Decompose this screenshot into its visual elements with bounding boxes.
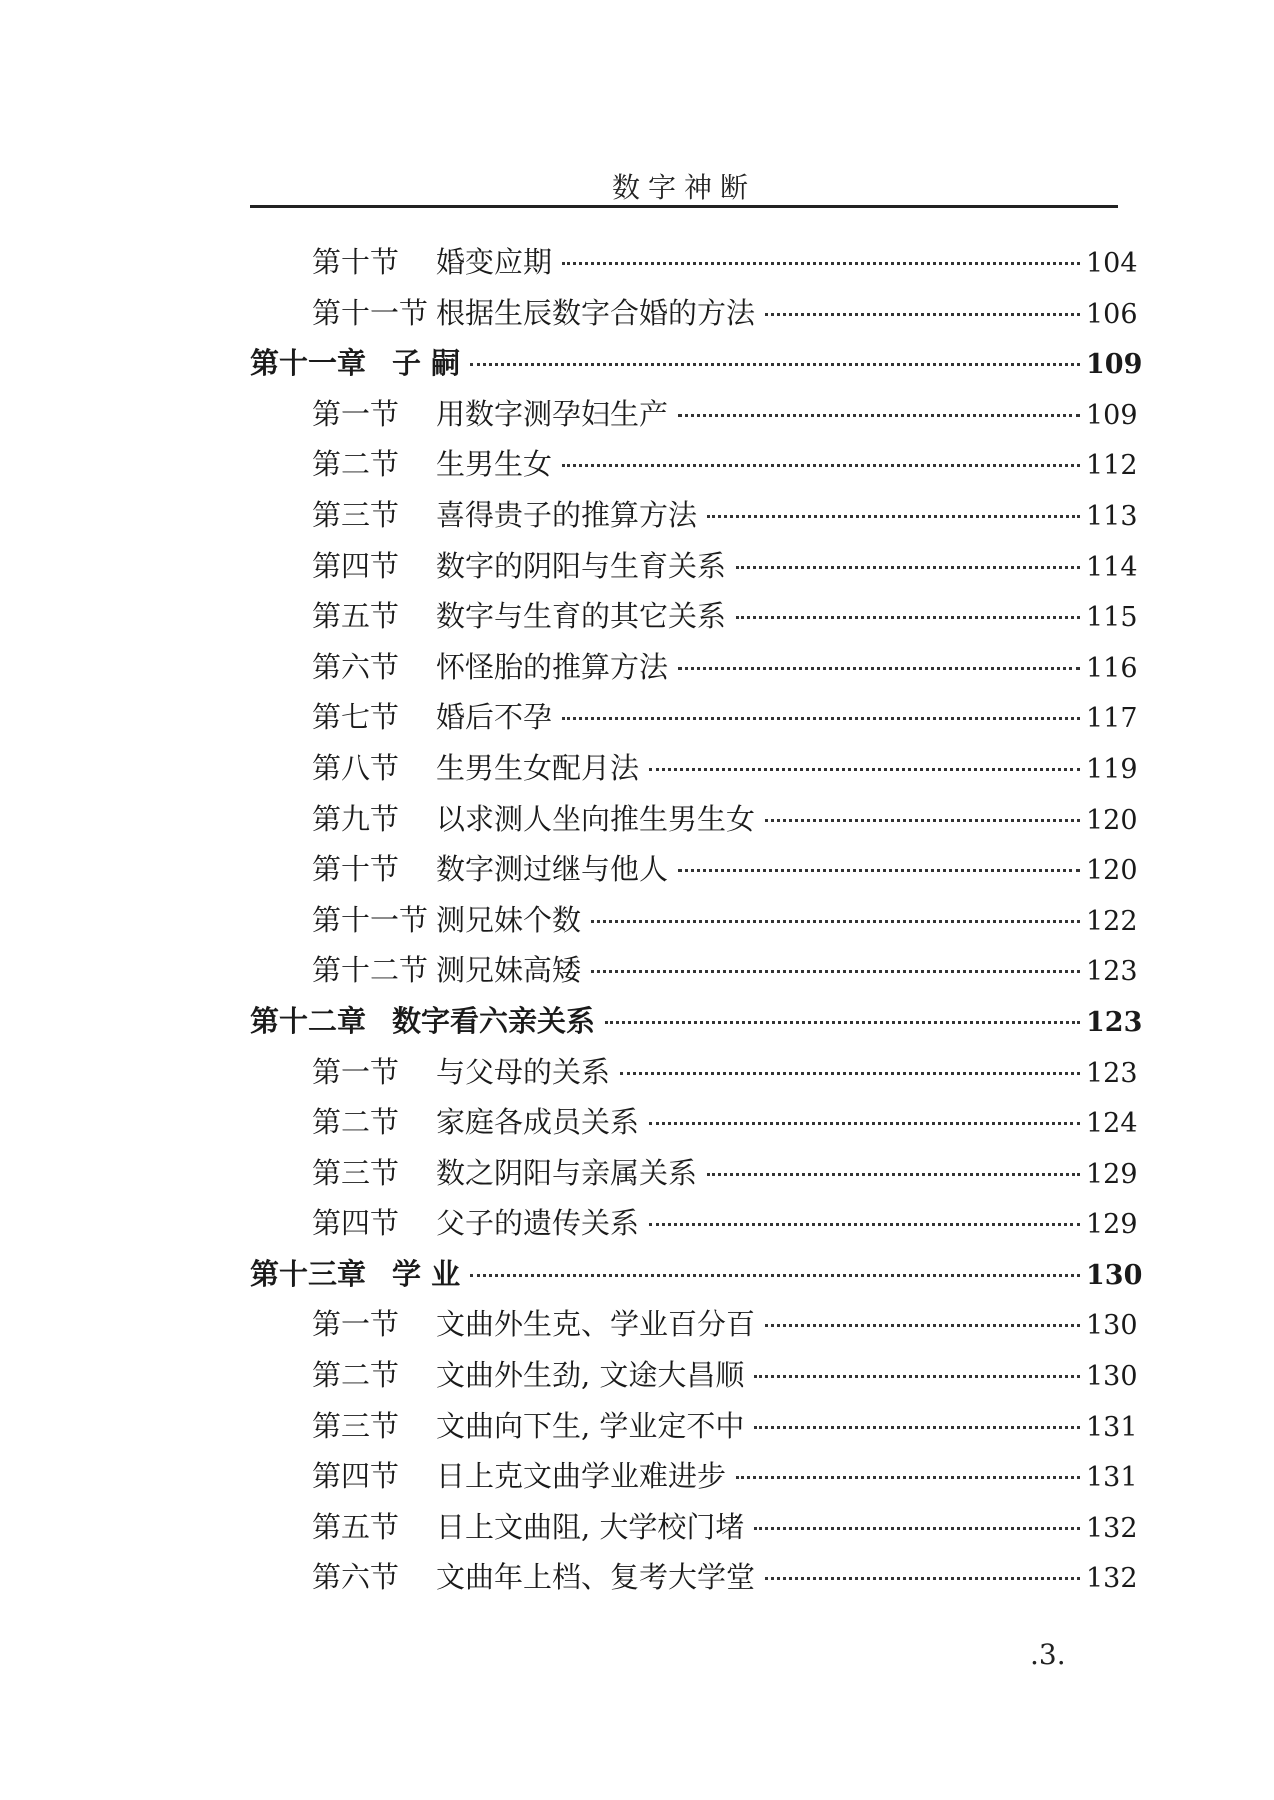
entry-title: 文曲外生克、学业百分百 (436, 1307, 756, 1342)
toc-section-entry (250, 291, 1138, 342)
entry-number: 第十节 (312, 852, 400, 887)
entry-page-number: 120 (1086, 804, 1138, 836)
entry-title: 文曲年上档、复考大学堂 (436, 1560, 756, 1595)
entry-number: 第十一节 (312, 902, 429, 937)
entry-page-number: 131 (1086, 1411, 1138, 1443)
entry-number: 第四节 (312, 1206, 400, 1241)
toc-section-entry (250, 1050, 1138, 1101)
entry-number: 第五节 (312, 1509, 400, 1544)
entry-title: 用数字测孕妇生产 (436, 396, 669, 431)
entry-page-number: 117 (1086, 703, 1138, 735)
toc-section-entry (250, 948, 1138, 999)
entry-page-number: 129 (1086, 1158, 1138, 1190)
dot-leader (591, 920, 1080, 923)
toc-section-entry (250, 847, 1138, 898)
entry-title: 日上文曲阻, 大学校门堵 (436, 1509, 745, 1544)
entry-number: 第一节 (312, 1307, 400, 1342)
toc-section-entry (250, 898, 1138, 949)
entry-title: 婚变应期 (436, 245, 553, 279)
dot-leader (649, 768, 1080, 771)
entry-title: 根据生辰数字合婚的方法 (436, 295, 756, 330)
entry-title: 测兄妹高矮 (436, 953, 582, 988)
entry-page-number: 113 (1086, 500, 1138, 532)
entry-title: 测兄妹个数 (436, 902, 582, 937)
dot-leader (765, 1577, 1080, 1580)
toc-section-entry (250, 493, 1138, 544)
dot-leader (591, 970, 1080, 973)
dot-leader (736, 566, 1080, 569)
toc-chapter-entry (250, 341, 1143, 392)
entry-number: 第十二节 (312, 953, 429, 988)
page-number: .3. (1030, 1638, 1066, 1671)
entry-number: 第十三章 (250, 1256, 367, 1291)
entry-page-number: 131 (1086, 1462, 1138, 1494)
entry-title: 怀怪胎的推算方法 (436, 649, 669, 684)
entry-page-number: 114 (1086, 551, 1138, 583)
entry-number: 第二节 (312, 1358, 400, 1393)
entry-page-number: 106 (1086, 298, 1138, 330)
entry-number: 第六节 (312, 649, 400, 684)
dot-leader (620, 1072, 1080, 1075)
entry-title: 父子的遗传关系 (436, 1206, 640, 1241)
entry-number: 第十一章 (250, 346, 367, 381)
entry-number: 第四节 (312, 1459, 400, 1494)
toc-chapter-entry (250, 1252, 1143, 1303)
entry-page-number: 116 (1086, 652, 1138, 684)
entry-page-number: 123 (1086, 1057, 1138, 1089)
dot-leader (562, 464, 1080, 467)
entry-page-number: 132 (1086, 1563, 1138, 1595)
entry-number: 第三节 (312, 497, 400, 532)
entry-page-number: 132 (1086, 1512, 1138, 1544)
entry-page-number: 112 (1086, 450, 1138, 482)
entry-page-number: 120 (1086, 855, 1138, 887)
entry-title: 学 业 (392, 1256, 461, 1291)
running-title: 数字神断 (611, 171, 756, 204)
entry-title: 喜得贵子的推算方法 (436, 497, 698, 532)
entry-number: 第五节 (312, 599, 400, 634)
dot-leader (754, 1375, 1080, 1378)
toc-section-entry (250, 544, 1138, 595)
toc-section-entry (250, 1151, 1138, 1202)
dot-leader (562, 717, 1080, 720)
dot-leader (605, 1021, 1080, 1024)
entry-page-number: 130 (1086, 1310, 1138, 1342)
dot-leader (678, 414, 1080, 417)
entry-number: 第四节 (312, 548, 400, 583)
toc-section-entry (250, 1201, 1138, 1252)
entry-number: 第一节 (312, 1054, 400, 1089)
entry-title: 数字看六亲关系 (392, 1003, 596, 1038)
dot-leader (765, 313, 1080, 316)
entry-title: 数字测过继与他人 (436, 852, 669, 887)
toc-section-entry (250, 1505, 1138, 1556)
entry-page-number: 109 (1086, 349, 1143, 381)
dot-leader (470, 1274, 1080, 1277)
entry-number: 第六节 (312, 1560, 400, 1595)
toc-section-entry (250, 797, 1138, 848)
header-rule (250, 205, 1118, 208)
toc-section-entry (250, 392, 1138, 443)
dot-leader (678, 869, 1080, 872)
entry-page-number: 129 (1086, 1209, 1138, 1241)
entry-number: 第二节 (312, 1105, 400, 1140)
entry-number: 第三节 (312, 1155, 400, 1190)
entry-page-number: 123 (1086, 1006, 1143, 1038)
entry-page-number: 130 (1086, 1361, 1138, 1393)
entry-number: 第九节 (312, 801, 400, 836)
entry-title: 日上克文曲学业难进步 (436, 1459, 727, 1494)
entry-title: 文曲向下生, 学业定不中 (436, 1408, 745, 1443)
entry-number: 第三节 (312, 1408, 400, 1443)
toc-section-entry (250, 240, 1138, 291)
entry-title: 数之阴阳与亲属关系 (436, 1155, 698, 1190)
dot-leader (765, 1324, 1080, 1327)
toc-section-entry (250, 1353, 1138, 1404)
entry-title: 生男生女 (436, 447, 553, 482)
entry-number: 第十节 (312, 245, 400, 279)
dot-leader (707, 1173, 1080, 1176)
toc-section-entry (250, 1302, 1138, 1353)
dot-leader (736, 1476, 1080, 1479)
dot-leader (765, 819, 1080, 822)
dot-leader (470, 363, 1080, 366)
entry-page-number: 123 (1086, 956, 1138, 988)
entry-page-number: 130 (1086, 1259, 1143, 1291)
entry-number: 第七节 (312, 700, 400, 735)
entry-title: 以求测人坐向推生男生女 (436, 801, 756, 836)
entry-page-number: 115 (1086, 602, 1138, 634)
toc-section-entry (250, 645, 1138, 696)
entry-page-number: 124 (1086, 1108, 1138, 1140)
toc-chapter-entry (250, 999, 1143, 1050)
toc-section-entry (250, 1404, 1138, 1455)
table-of-contents (250, 240, 1143, 1606)
toc-section-entry (250, 594, 1138, 645)
dot-leader (754, 1527, 1080, 1530)
dot-leader (754, 1426, 1080, 1429)
entry-title: 家庭各成员关系 (436, 1105, 640, 1140)
entry-title: 婚后不孕 (436, 700, 553, 735)
entry-number: 第二节 (312, 447, 400, 482)
toc-section-entry (250, 1454, 1138, 1505)
dot-leader (707, 515, 1080, 518)
entry-page-number: 119 (1086, 753, 1138, 785)
dot-leader (649, 1223, 1080, 1226)
dot-leader (736, 616, 1080, 619)
toc-section-entry (250, 1100, 1138, 1151)
toc-section-entry (250, 442, 1138, 493)
entry-number: 第八节 (312, 750, 400, 785)
entry-page-number: 122 (1086, 905, 1138, 937)
dot-leader (649, 1122, 1080, 1125)
dot-leader (678, 667, 1080, 670)
entry-title: 文曲外生劲, 文途大昌顺 (436, 1358, 745, 1393)
toc-section-entry (250, 695, 1138, 746)
entry-title: 数字的阴阳与生育关系 (436, 548, 727, 583)
entry-title: 与父母的关系 (436, 1054, 611, 1089)
entry-page-number: 104 (1086, 248, 1138, 279)
entry-number: 第十一节 (312, 295, 429, 330)
toc-section-entry (250, 1555, 1138, 1606)
toc-section-entry (250, 746, 1138, 797)
entry-number: 第十二章 (250, 1003, 367, 1038)
entry-title: 数字与生育的其它关系 (436, 599, 727, 634)
dot-leader (562, 262, 1080, 265)
entry-title: 生男生女配月法 (436, 750, 640, 785)
entry-title: 子 嗣 (392, 346, 461, 381)
entry-page-number: 109 (1086, 399, 1138, 431)
entry-number: 第一节 (312, 396, 400, 431)
